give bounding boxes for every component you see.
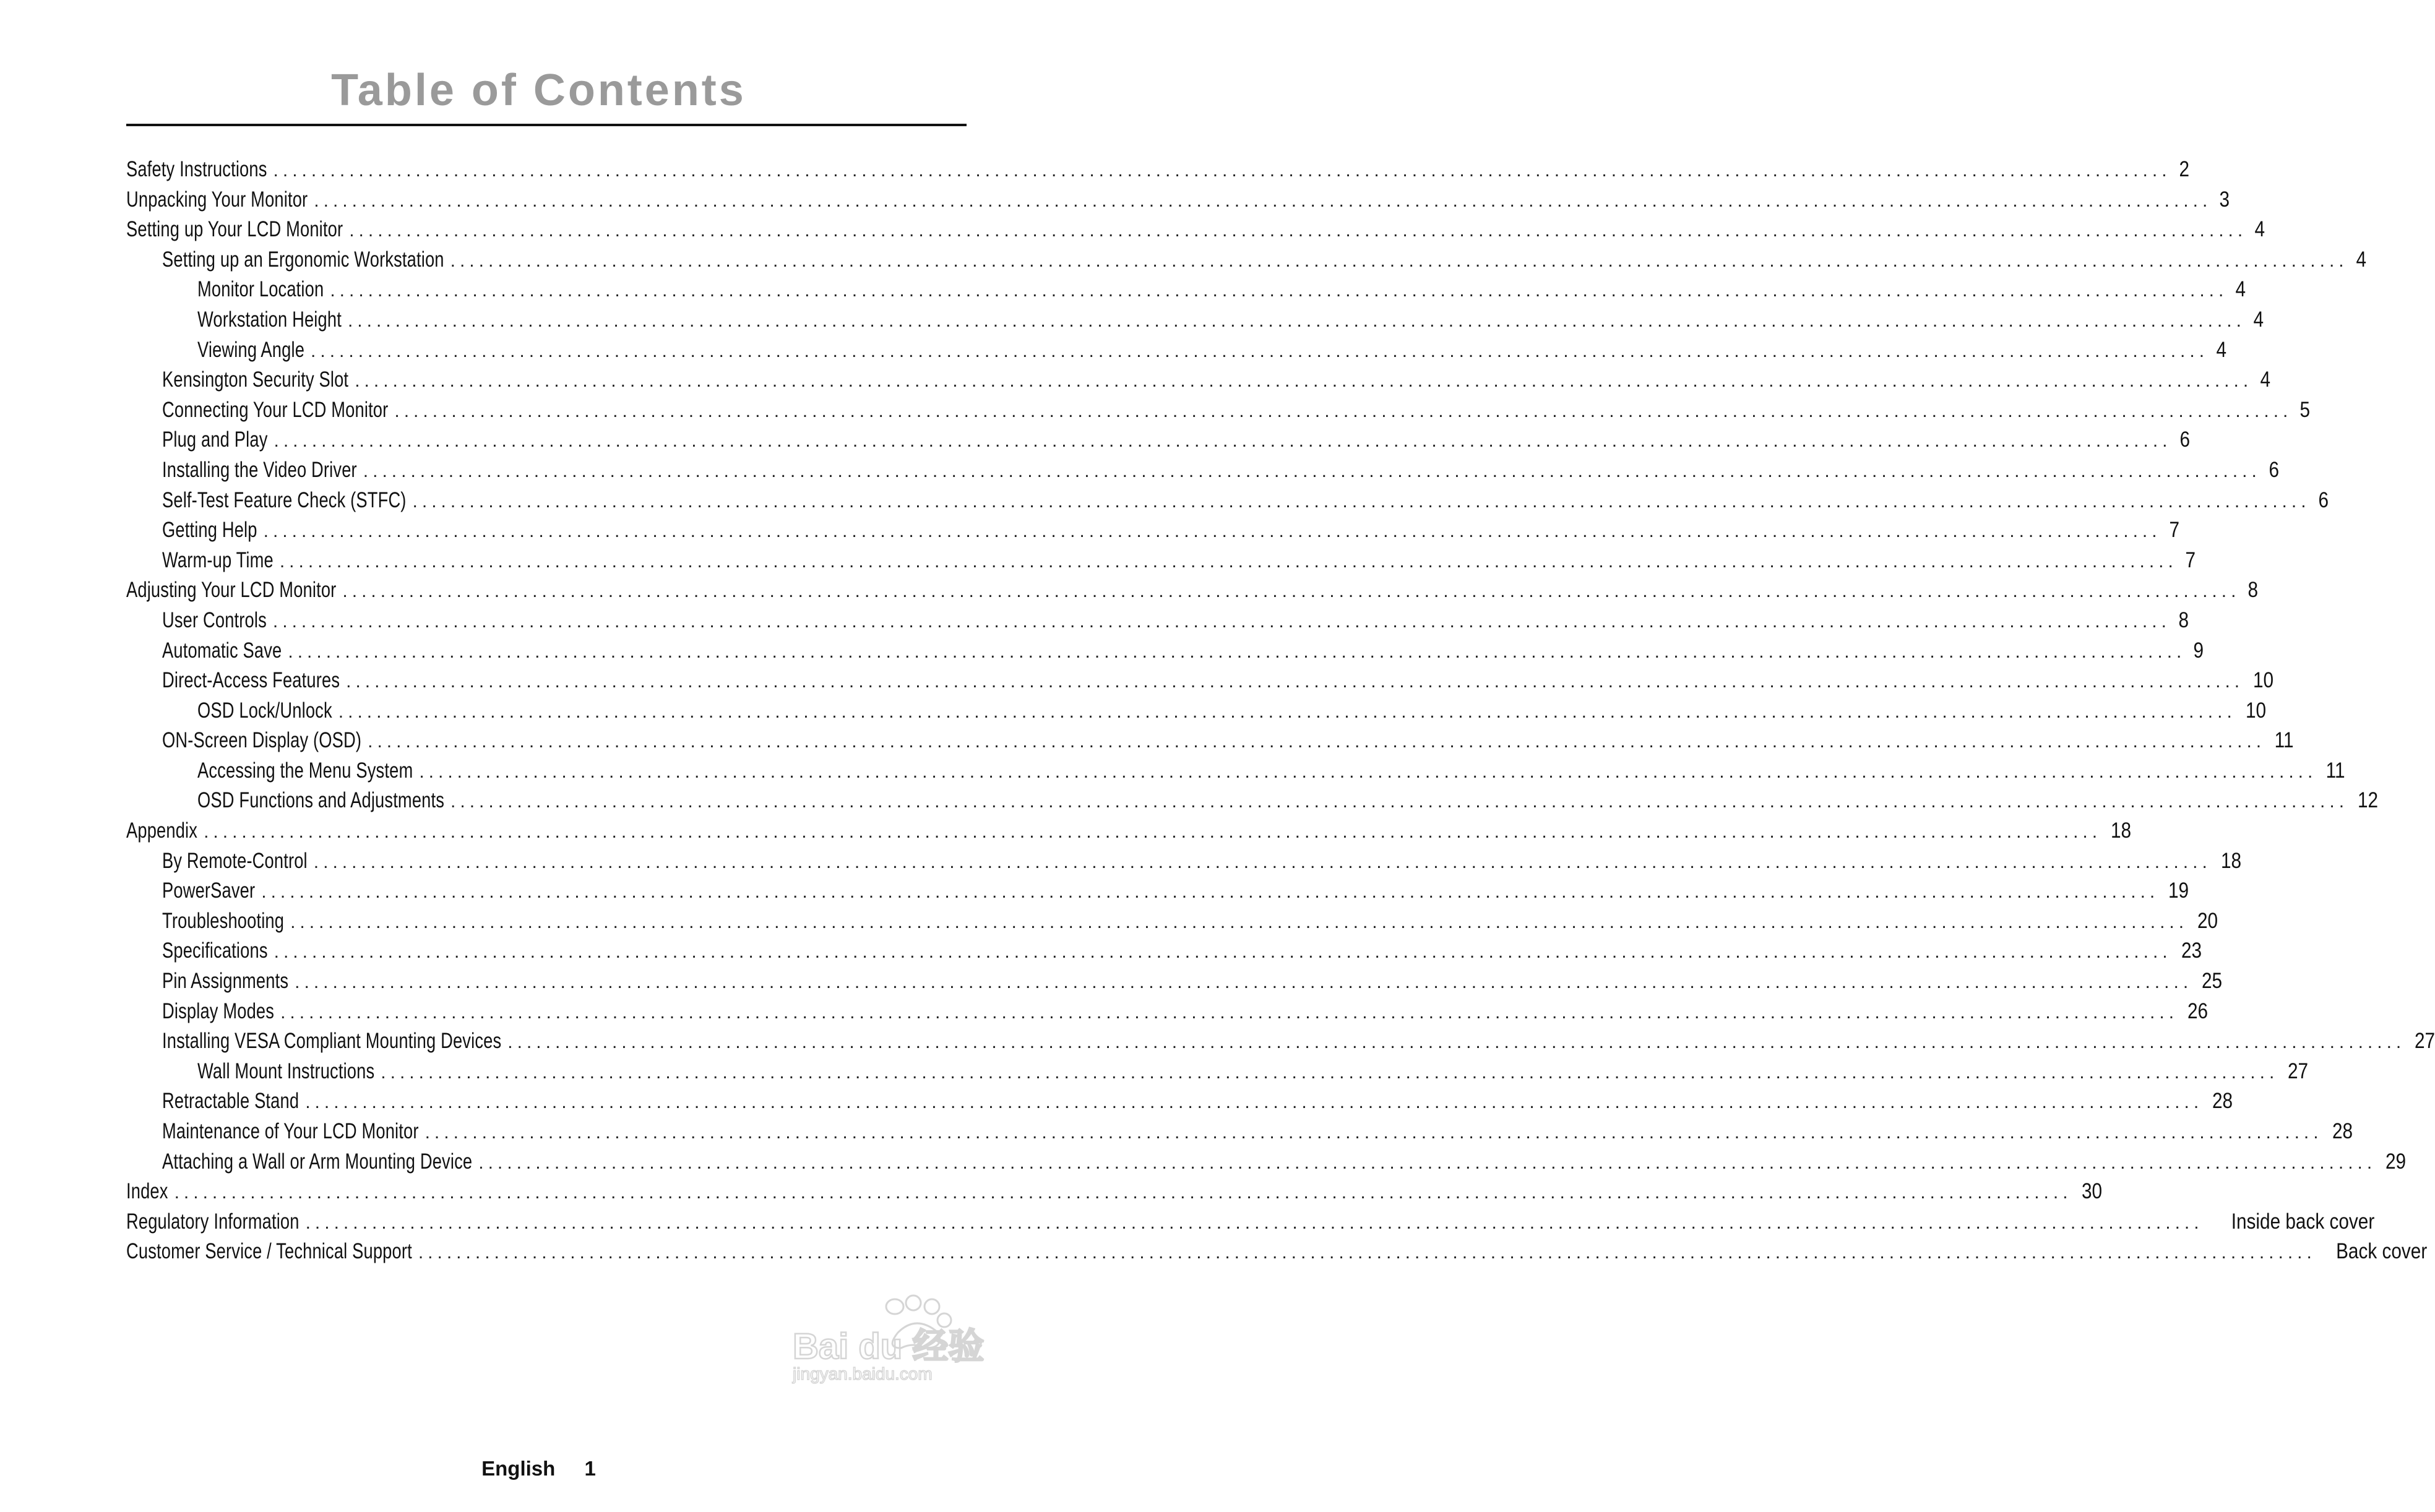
toc-entry[interactable] — [126, 397, 2311, 428]
footer-language: English — [481, 1457, 556, 1480]
toc-entry-title: Installing VESA Compliant Mounting Devices — [162, 1029, 502, 1054]
toc-entry[interactable] — [126, 848, 2241, 879]
dot-leader: ........................................................................................................................................................................................................ — [305, 1092, 2204, 1113]
toc-entry-title: Monitor Location — [197, 277, 324, 302]
dot-leader: ........................................................................................................................................................................................................ — [280, 1002, 2179, 1023]
toc-entry[interactable] — [126, 1179, 2102, 1209]
toc-entry-page: 3 — [2219, 187, 2230, 212]
toc-entry[interactable] — [126, 1029, 2435, 1059]
dot-leader: ........................................................................................................................................................................................................ — [418, 1242, 2316, 1263]
toc-entry[interactable] — [126, 157, 2189, 187]
toc-entry-page: 18 — [2111, 818, 2132, 843]
toc-entry[interactable] — [126, 367, 2271, 398]
toc-entry-title: Kensington Security Slot — [162, 367, 349, 392]
dot-leader: ........................................................................................................................................................................................................ — [349, 220, 2248, 241]
toc-entry[interactable] — [126, 1239, 2428, 1269]
toc-entry[interactable] — [126, 969, 2223, 999]
toc-entry-title: By Remote-Control — [162, 848, 308, 873]
toc-entry[interactable] — [126, 728, 2294, 758]
title-divider — [126, 124, 967, 126]
dot-leader: ........................................................................................................................................................................................................ — [295, 972, 2193, 993]
toc-entry-title: User Controls — [162, 608, 267, 632]
dot-leader: ........................................................................................................................................................................................................ — [363, 460, 2261, 481]
dot-leader: ........................................................................................................................................................................................................ — [419, 761, 2317, 782]
toc-entry-title: Attaching a Wall or Arm Mounting Device — [162, 1149, 473, 1174]
table-of-contents — [126, 157, 2435, 1269]
toc-entry-page: 11 — [2325, 758, 2345, 783]
toc-entry-title: Installing the Video Driver — [162, 457, 357, 482]
toc-entry-page: 26 — [2187, 999, 2209, 1023]
dot-leader: ........................................................................................................................................................................................................ — [330, 280, 2228, 301]
toc-entry-title: OSD Lock/Unlock — [197, 698, 332, 723]
page-title: Table of Contents — [331, 66, 746, 115]
toc-entry-title: Self-Test Feature Check (STFC) — [162, 488, 407, 512]
toc-entry-title: Retractable Stand — [162, 1089, 300, 1114]
toc-entry[interactable] — [126, 608, 2189, 638]
toc-entry-page: 6 — [2318, 488, 2329, 512]
toc-entry-title: Maintenance of Your LCD Monitor — [162, 1119, 419, 1143]
watermark-url: jingyan.baidu.com — [793, 1364, 933, 1383]
toc-entry[interactable] — [126, 668, 2274, 698]
toc-entry-page: 8 — [2178, 608, 2189, 632]
toc-entry-title: Customer Service / Technical Support — [126, 1239, 412, 1264]
toc-entry-page: 4 — [2216, 337, 2227, 362]
dot-leader: ........................................................................................................................................................................................................ — [355, 371, 2253, 392]
toc-entry[interactable] — [126, 638, 2204, 669]
toc-entry-title: Index — [126, 1179, 168, 1204]
toc-entry[interactable] — [126, 187, 2230, 218]
toc-entry-page: 28 — [2212, 1089, 2233, 1114]
page-footer — [0, 1457, 1077, 1480]
dot-leader: ........................................................................................................................................................................................................ — [478, 1152, 2377, 1173]
dot-leader: ........................................................................................................................................................................................................ — [279, 551, 2178, 572]
toc-entry-title: OSD Functions and Adjustments — [197, 788, 445, 813]
toc-entry-title: Getting Help — [162, 518, 257, 543]
toc-entry-page: 4 — [2253, 307, 2264, 332]
dot-leader: ........................................................................................................................................................................................................ — [273, 160, 2171, 181]
toc-entry-page: 18 — [2220, 848, 2241, 873]
toc-entry-page: 10 — [2245, 698, 2266, 723]
dot-leader: ........................................................................................................................................................................................................ — [346, 671, 2244, 692]
toc-entry-title: Appendix — [126, 818, 198, 843]
toc-entry-title: Plug and Play — [162, 427, 268, 452]
toc-entry-title: Workstation Height — [197, 307, 342, 332]
toc-entry-title: Accessing the Menu System — [197, 758, 413, 783]
dot-leader: ........................................................................................................................................................................................................ — [412, 491, 2311, 512]
toc-entry-title: Setting up an Ergonomic Workstation — [162, 247, 444, 272]
toc-entry-title: PowerSaver — [162, 878, 256, 903]
toc-entry-title: Pin Assignments — [162, 969, 289, 994]
toc-entry[interactable] — [126, 548, 2196, 578]
dot-leader: ........................................................................................................................................................................................................ — [290, 911, 2189, 932]
dot-leader: ........................................................................................................................................................................................................ — [263, 521, 2161, 542]
toc-entry-page: 7 — [2169, 518, 2179, 543]
toc-entry[interactable] — [126, 217, 2265, 247]
toc-entry-page: 29 — [2385, 1149, 2407, 1174]
toc-entry-page: 27 — [2415, 1029, 2435, 1054]
toc-entry-title: Connecting Your LCD Monitor — [162, 397, 389, 422]
toc-entry[interactable] — [126, 788, 2379, 818]
dot-leader: ........................................................................................................................................................................................................ — [272, 611, 2171, 632]
toc-entry-page: 6 — [2269, 457, 2279, 482]
toc-entry-page: 12 — [2358, 788, 2379, 813]
toc-entry-page: Inside back cover — [2231, 1209, 2374, 1234]
dot-leader: ........................................................................................................................................................................................................ — [394, 400, 2293, 421]
toc-entry-page: Back cover — [2335, 1239, 2428, 1264]
toc-entry[interactable] — [126, 1059, 2309, 1089]
toc-entry-title: Display Modes — [162, 999, 275, 1023]
toc-entry-page: 7 — [2185, 548, 2196, 572]
toc-entry[interactable] — [126, 1149, 2407, 1180]
toc-entry[interactable] — [126, 1209, 2374, 1240]
dot-leader: ........................................................................................................................................................................................................ — [338, 701, 2236, 722]
toc-entry-page: 20 — [2197, 908, 2218, 933]
toc-entry-title: Viewing Angle — [197, 337, 305, 362]
toc-entry-page: 4 — [2254, 217, 2265, 242]
toc-entry-title: Warm-up Time — [162, 548, 274, 572]
toc-entry-page: 4 — [2235, 277, 2246, 302]
toc-entry-page: 8 — [2248, 578, 2259, 603]
toc-entry-page: 23 — [2181, 939, 2202, 963]
dot-leader: ........................................................................................................................................................................................................ — [368, 731, 2266, 752]
toc-entry-title: Direct-Access Features — [162, 668, 340, 693]
toc-entry-title: Wall Mount Instructions — [197, 1059, 375, 1083]
toc-entry[interactable] — [126, 457, 2279, 488]
dot-leader: ........................................................................................................................................................................................................ — [347, 310, 2246, 331]
toc-entry-page: 5 — [2299, 397, 2311, 422]
dot-leader: ........................................................................................................................................................................................................ — [274, 431, 2172, 452]
toc-entry[interactable] — [126, 307, 2264, 338]
toc-entry-page: 28 — [2332, 1119, 2353, 1143]
dot-leader: ........................................................................................................................................................................................................ — [381, 1062, 2279, 1083]
toc-entry[interactable] — [126, 818, 2132, 849]
dot-leader: ........................................................................................................................................................................................................ — [174, 1182, 2072, 1203]
toc-entry[interactable] — [126, 427, 2190, 458]
toc-entry[interactable] — [126, 999, 2209, 1029]
toc-entry-title: ON-Screen Display (OSD) — [162, 728, 362, 753]
dot-leader: ........................................................................................................................................................................................................ — [314, 190, 2212, 211]
toc-entry[interactable] — [126, 878, 2189, 909]
toc-entry-page: 30 — [2081, 1179, 2102, 1204]
dot-leader: ........................................................................................................................................................................................................ — [261, 882, 2160, 903]
toc-entry[interactable] — [126, 698, 2266, 729]
toc-entry-page: 9 — [2193, 638, 2204, 663]
dot-leader: ........................................................................................................................................................................................................ — [450, 250, 2348, 271]
toc-entry[interactable] — [126, 518, 2179, 548]
toc-entry-title: Unpacking Your Monitor — [126, 187, 308, 212]
toc-entry-page: 25 — [2202, 969, 2223, 994]
dot-leader: ........................................................................................................................................................................................................ — [274, 942, 2172, 963]
dot-leader: ........................................................................................................................................................................................................ — [507, 1032, 2406, 1053]
footer-page-number: 1 — [584, 1457, 596, 1480]
dot-leader: ........................................................................................................................................................................................................ — [305, 1212, 2204, 1233]
toc-entry-page: 27 — [2288, 1059, 2309, 1083]
toc-entry-page: 2 — [2179, 157, 2189, 181]
toc-entry-title: Adjusting Your LCD Monitor — [126, 578, 337, 603]
toc-entry-title: Regulatory Information — [126, 1209, 300, 1234]
toc-entry-title: Setting up Your LCD Monitor — [126, 217, 343, 242]
toc-entry[interactable] — [126, 939, 2202, 969]
toc-entry[interactable] — [126, 908, 2218, 939]
toc-entry-page: 10 — [2253, 668, 2274, 693]
toc-entry-title: Troubleshooting — [162, 908, 285, 933]
toc-entry[interactable] — [126, 1089, 2233, 1119]
dot-leader: ........................................................................................................................................................................................................ — [204, 822, 2102, 843]
toc-entry-title: Automatic Save — [162, 638, 282, 663]
toc-entry[interactable] — [126, 277, 2246, 307]
toc-entry-page: 4 — [2356, 247, 2366, 272]
toc-entry-title: Safety Instructions — [126, 157, 267, 181]
dot-leader: ........................................................................................................................................................................................................ — [313, 851, 2212, 872]
toc-entry-page: 11 — [2274, 728, 2294, 753]
toc-entry[interactable] — [126, 337, 2227, 368]
dot-leader: ........................................................................................................................................................................................................ — [311, 340, 2209, 361]
toc-entry[interactable] — [126, 488, 2329, 518]
baidu-watermark-logo — [787, 1289, 1028, 1382]
toc-entry[interactable] — [126, 578, 2259, 608]
dot-leader: ........................................................................................................................................................................................................ — [450, 791, 2349, 812]
toc-entry-title: Specifications — [162, 939, 268, 963]
toc-entry-page: 4 — [2260, 367, 2271, 392]
dot-leader: ........................................................................................................................................................................................................ — [288, 641, 2186, 662]
dot-leader: ........................................................................................................................................................................................................ — [425, 1122, 2323, 1143]
toc-entry[interactable] — [126, 758, 2345, 789]
toc-entry[interactable] — [126, 247, 2366, 278]
toc-entry-page: 6 — [2179, 427, 2190, 452]
watermark-brand: Bai du 经验 — [793, 1326, 985, 1367]
toc-entry-page: 19 — [2168, 878, 2189, 903]
dot-leader: ........................................................................................................................................................................................................ — [342, 581, 2241, 602]
toc-entry[interactable] — [126, 1119, 2353, 1149]
